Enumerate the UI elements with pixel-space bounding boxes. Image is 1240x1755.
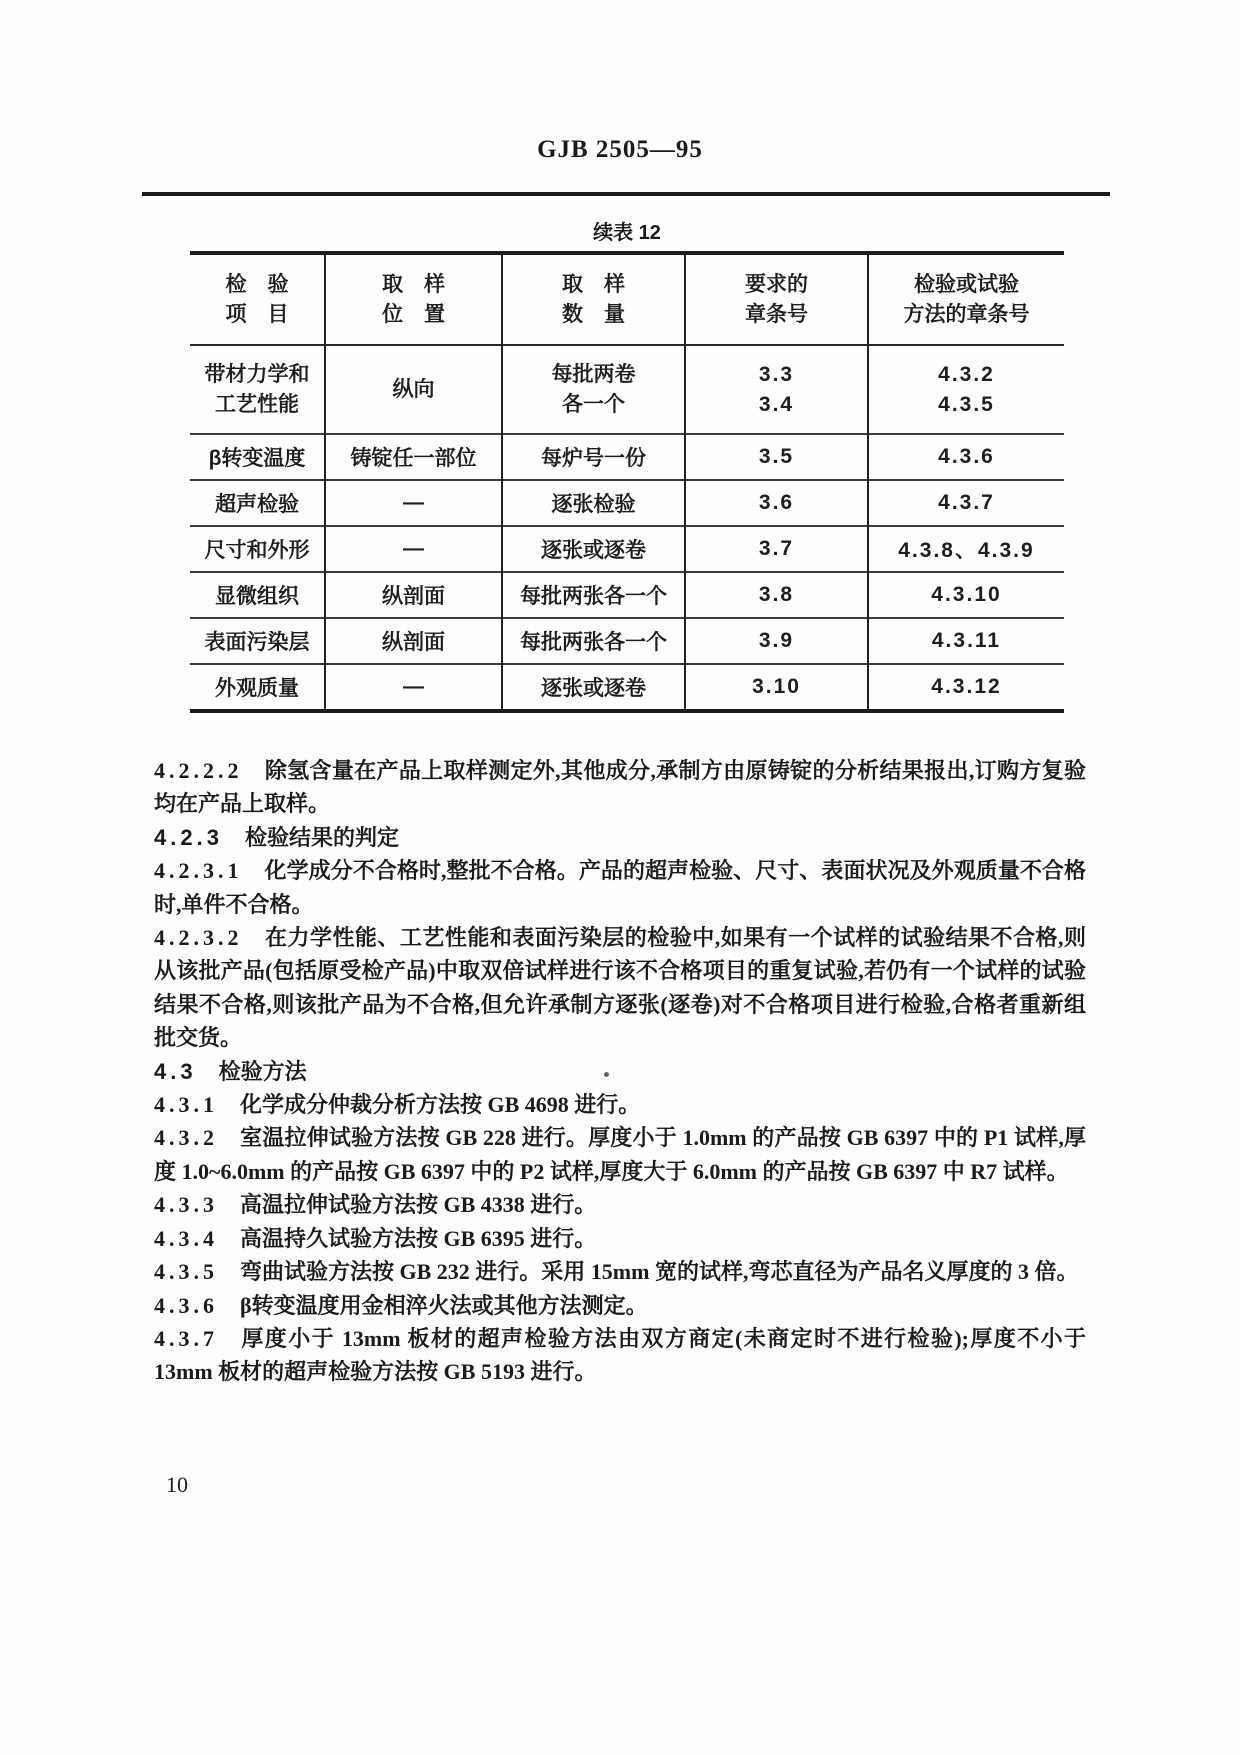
cell-line: 带材力学和 [204,362,310,386]
cell-line: 纵向 [392,377,435,401]
clause-4-3 [154,1055,1086,1088]
clause-text: 弯曲试验方法按 GB 232 进行。采用 15mm 宽的试样,弯芯直径为产品名义厚度的 3 倍。 [240,1259,1079,1285]
cell-line: 4.3.2 [938,362,995,386]
cell-position: 纵剖面 [325,618,502,664]
inspection-items-table [190,251,1064,713]
header-line: 取 样 [382,272,445,296]
table-caption: 续表 12 [593,222,661,244]
cell-requirement [685,345,868,434]
clause-4-3-1 [154,1088,1086,1121]
cell-item: 显微组织 [190,572,325,618]
clause-text: 化学成分不合格时,整批不合格。产品的超声检验、尺寸、表面状况及外观质量不合格时,单件不合格。 [154,858,1086,917]
header-line: 检验或试验 [914,272,1019,296]
cell-quantity: 逐张或逐卷 [502,664,685,711]
cell-method [868,345,1064,434]
table-row [190,572,1064,618]
cell-position: — [325,526,502,572]
header-inspection-item [190,253,325,345]
cell-item [190,345,325,434]
header-line: 方法的章条号 [903,302,1030,326]
document-code-header: GJB 2505—95 [537,136,703,163]
cell-quantity: 逐张或逐卷 [502,526,685,572]
page-number: 10 [166,1472,188,1497]
clause-4-3-5 [154,1255,1086,1288]
cell-requirement: 3.10 [685,664,868,711]
clause-number: 4.2.3.1 [154,858,243,884]
clause-text: 除氢含量在产品上取样测定外,其他成分,承制方由原铸锭的分析结果报出,订购方复验均在产品上取样。 [154,758,1086,817]
cell-item: 超声检验 [190,480,325,526]
cell-requirement: 3.9 [685,618,868,664]
header-line: 项 目 [225,302,289,326]
cell-requirement: 3.6 [685,480,868,526]
cell-method: 4.3.8、4.3.9 [868,526,1064,572]
header-divider-rule [142,192,1110,196]
cell-quantity [502,345,685,434]
cell-requirement: 3.8 [685,572,868,618]
table-header-row [190,253,1064,345]
header-sampling-quantity [502,253,685,345]
clause-heading-text: 检验方法 [218,1058,307,1084]
clause-4-2-3 [154,821,1086,854]
cell-line: 每批两卷 [551,362,636,386]
cell-quantity: 每批两张各一个 [502,572,685,618]
clause-number: 4.2.3.2 [154,925,243,951]
clause-number: 4.3.4 [154,1225,218,1251]
table-row [190,434,1064,480]
cell-method: 4.3.12 [868,664,1064,711]
cell-line: 4.3.5 [938,392,995,416]
clause-text: 化学成分仲裁分析方法按 GB 4698 进行。 [240,1092,641,1118]
cell-line: 3.3 [758,362,795,386]
clause-number: 4.3.2 [154,1125,218,1151]
header-requirement-clause [685,253,868,345]
clause-4-2-2-2 [154,754,1086,821]
cell-position: — [325,480,502,526]
header-sampling-position [325,253,502,345]
header-line: 位 置 [382,302,445,326]
header-line: 取 样 [562,272,625,296]
header-line: 要求的 [745,272,808,296]
cell-requirement: 3.5 [685,434,868,480]
clause-text: 厚度小于 13mm 板材的超声检验方法由双方商定(未商定时不进行检验);厚度不小于 13mm 板材的超声检验方法按 GB 5193 进行。 [154,1325,1086,1385]
clause-4-2-3-1 [154,854,1086,921]
clause-heading-text: 检验结果的判定 [244,824,399,850]
clause-number: 4.3.5 [154,1259,218,1285]
clause-4-3-7 [154,1322,1086,1389]
cell-method: 4.3.10 [868,572,1064,618]
cell-position: — [325,664,502,711]
cell-quantity: 逐张检验 [502,480,685,526]
cell-requirement: 3.7 [685,526,868,572]
table-row [190,480,1064,526]
clause-text: 高温拉伸试验方法按 GB 4338 进行。 [240,1192,597,1218]
clause-4-3-4 [154,1222,1086,1255]
clause-text: 高温持久试验方法按 GB 6395 进行。 [240,1225,597,1251]
header-line: 数 量 [562,302,625,326]
clause-4-3-3 [154,1188,1086,1221]
clause-number: 4.3 [154,1058,197,1084]
clause-text: β转变温度用金相淬火法或其他方法测定。 [240,1292,648,1318]
table-row [190,664,1064,711]
cell-method: 4.3.6 [868,434,1064,480]
clause-number: 4.3.7 [154,1325,218,1351]
body-text-block [154,754,1086,1389]
cell-line: 3.4 [758,392,795,416]
clause-text: 在力学性能、工艺性能和表面污染层的检验中,如果有一个试样的试验结果不合格,则从该批产品(包括原受检产品)中取双倍试样进行该不合格项目的重复试验,若仍有一个试样的试验结果不合格,则该批产品为不合格,但允许承制方逐张(逐卷)对不合格项目进行检验,合格者重新组批交货。 [154,925,1086,1051]
cell-position: 纵剖面 [325,572,502,618]
cell-item: β转变温度 [190,434,325,480]
clause-number: 4.3.1 [154,1092,218,1118]
clause-4-2-3-2 [154,921,1086,1055]
cell-quantity: 每炉号一份 [502,434,685,480]
clause-number: 4.3.6 [154,1292,218,1318]
cell-item: 表面污染层 [190,618,325,664]
cell-line: 工艺性能 [215,392,299,416]
table-row [190,618,1064,664]
cell-method: 4.3.7 [868,480,1064,526]
cell-position [325,345,502,434]
table-row [190,345,1064,434]
clause-number: 4.3.3 [154,1192,218,1218]
clause-number: 4.2.2.2 [154,758,243,783]
cell-line: 各一个 [562,392,625,416]
clause-4-3-6 [154,1289,1086,1322]
clause-text: 室温拉伸试验方法按 GB 228 进行。厚度小于 1.0mm 的产品按 GB 6397 中的 P1 试样,厚度 1.0~6.0mm 的产品按 GB 6397 中的 P2 试样,厚度大于 6.0mm 的产品按 GB 6397 中 R7 试样。 [154,1125,1086,1184]
cell-method: 4.3.11 [868,618,1064,664]
header-line: 检 验 [225,272,289,296]
table-row [190,526,1064,572]
clause-number: 4.2.3 [154,824,223,850]
cell-position: 铸锭任一部位 [325,434,502,480]
header-line: 章条号 [745,302,808,326]
cell-quantity: 每批两张各一个 [502,618,685,664]
cell-item: 尺寸和外形 [190,526,325,572]
cell-item: 外观质量 [190,664,325,711]
ink-speck [604,1072,609,1077]
header-method-clause [868,253,1064,345]
clause-4-3-2 [154,1121,1086,1188]
